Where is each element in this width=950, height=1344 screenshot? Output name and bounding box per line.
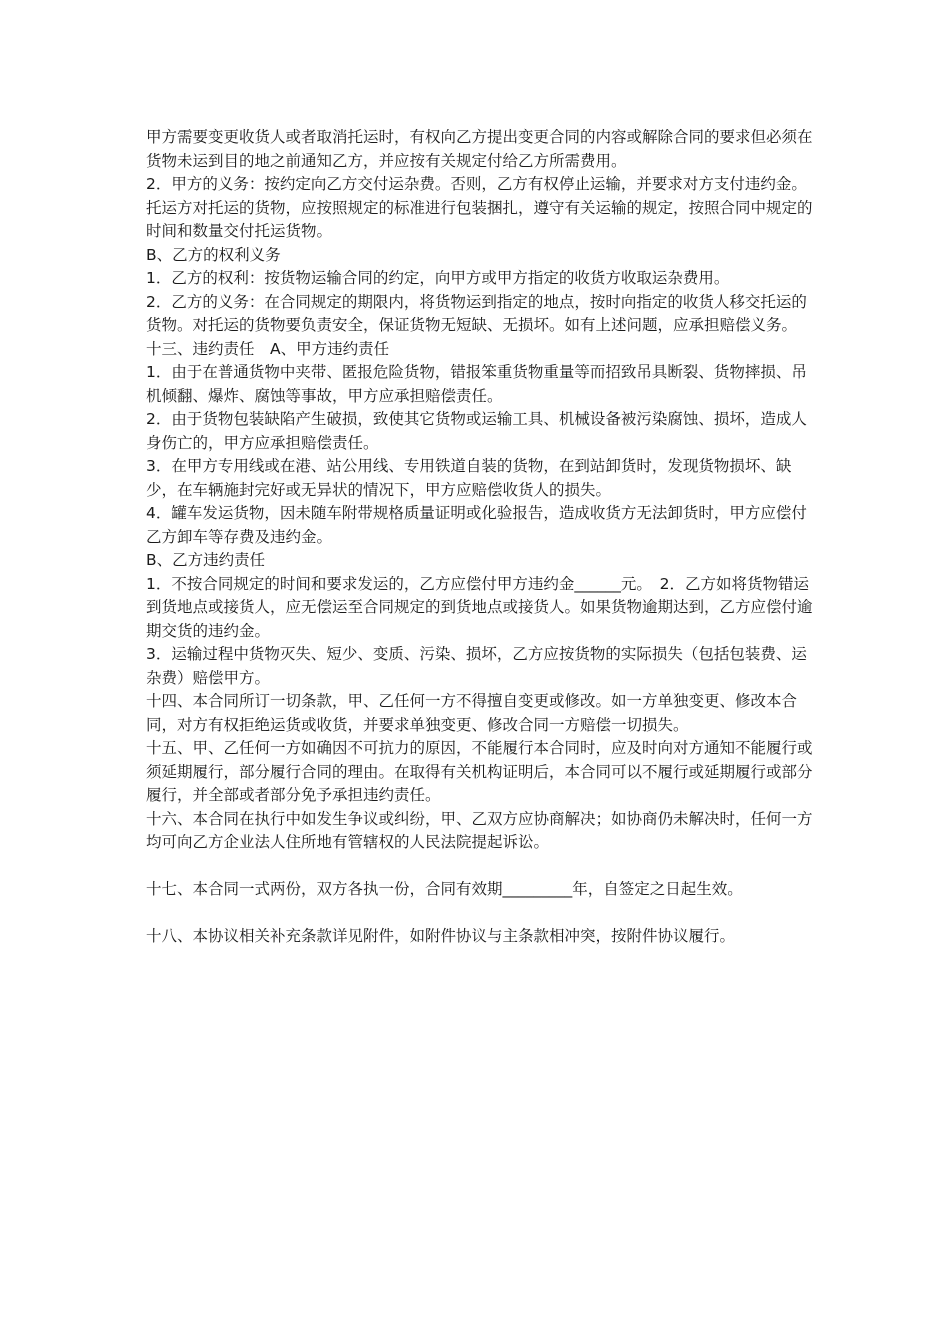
paragraph-change-consignee: 甲方需要变更收货人或者取消托运时，有权向乙方提出变更合同的内容或解除合同的要求但必须在货物未运到目的地之前通知乙方，并应按有关规定付给乙方所需费用。: [146, 128, 813, 170]
paragraph-breach-b-1-2: 1．不按合同规定的时间和要求发运的，乙方应偿付甲方违约金______元。 2．乙方如将货物错运到货地点或接货人，应无偿运至合同规定的到货地点或接货人。如果货物逾期达到，乙方应偿付逾期交货的违约金。: [146, 574, 813, 640]
paragraph-party-a-obligations: 2．甲方的义务：按约定向乙方交付运杂费。否则，乙方有权停止运输，并要求对方支付违约金。托运方对托运的货物，应按照规定的标准进行包装捆扎，遵守有关运输的规定，按照合同中规定的时间和数量交付托运货物。: [146, 175, 813, 240]
paragraph-breach-a-3: 3．在甲方专用线或在港、站公用线、专用铁道自装的货物，在到站卸货时，发现货物损坏、缺少，在车辆施封完好或无异状的情况下，甲方应赔偿收货人的损失。: [146, 457, 792, 499]
paragraph-breach-b-3: 3．运输过程中货物灭失、短少、变质、污染、损坏，乙方应按货物的实际损失（包括包装费、运杂费）赔偿甲方。: [146, 645, 807, 687]
heading-party-b-breach: B、乙方违约责任: [146, 551, 266, 569]
spacer: [146, 855, 814, 879]
paragraph-clause-14: 十四、本合同所订一切条款，甲、乙任何一方不得擅自变更或修改。如一方单独变更、修改本合同，对方有权拒绝运货或收货，并要求单独变更、修改合同一方赔偿一切损失。: [146, 692, 798, 734]
spacer: [146, 902, 814, 926]
paragraph-breach-a-2: 2．由于货物包装缺陷产生破损，致使其它货物或运输工具、机械设备被污染腐蚀、损坏，造成人身伤亡的，甲方应承担赔偿责任。: [146, 410, 807, 452]
paragraph-breach-a-4: 4．罐车发运货物，因未随车附带规格质量证明或化验报告，造成收货方无法卸货时，甲方应偿付乙方卸车等存费及违约金。: [146, 504, 807, 546]
paragraph-clause-15: 十五、甲、乙任何一方如确因不可抗力的原因，不能履行本合同时，应及时向对方通知不能履行或须延期履行，部分履行合同的理由。在取得有关机构证明后，本合同可以不履行或延期履行或部分履行，并全部或者部分免予承担违约责任。: [146, 739, 813, 804]
heading-breach-liability: 十三、违约责任 A、甲方违约责任: [146, 339, 390, 358]
paragraph-party-b-rights: 1．乙方的权利：按货物运输合同的约定，向甲方或甲方指定的收货方收取运杂费用。: [146, 269, 730, 287]
paragraph-clause-16: 十六、本合同在执行中如发生争议或纠纷，甲、乙双方应协商解决；如协商仍未解决时，任何一方均可向乙方企业法人住所地有管辖权的人民法院提起诉讼。: [146, 809, 813, 851]
heading-party-b-rights: B、乙方的权利义务: [146, 245, 281, 264]
document-body: [146, 126, 814, 949]
paragraph-breach-a-1: 1．由于在普通货物中夹带、匿报危险货物，错报笨重货物重量等而招致吊具断裂、货物摔损、吊机倾翻、爆炸、腐蚀等事故，甲方应承担赔偿责任。: [146, 363, 807, 405]
paragraph-clause-17: 十七、本合同一式两份，双方各执一份，合同有效期_________年，自签定之日起生效。: [146, 880, 743, 898]
paragraph-party-b-obligations: 2．乙方的义务：在合同规定的期限内，将货物运到指定的地点，按时向指定的收货人移交托运的货物。对托运的货物要负责安全，保证货物无短缺、无损坏。如有上述问题，应承担赔偿义务。: [146, 292, 807, 334]
paragraph-clause-18: 十八、本协议相关补充条款详见附件，如附件协议与主条款相冲突，按附件协议履行。: [146, 927, 736, 945]
